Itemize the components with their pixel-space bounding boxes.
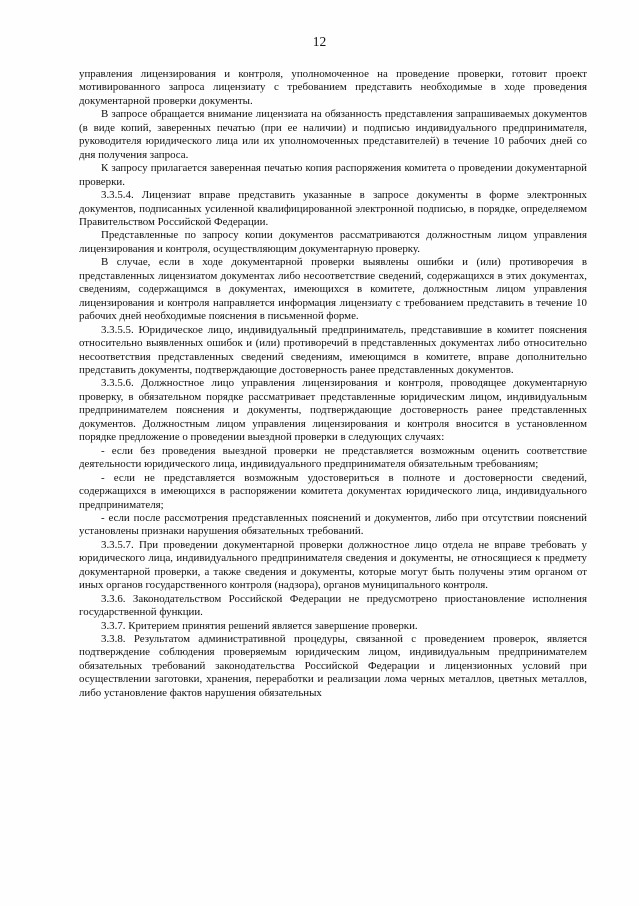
paragraph-3-3-8: 3.3.8. Результатом административной процедуры, связанной с проведением проверок, является подтверждение соблюдения проверяемым юридическим лицом, индивидуальным предпринимателем обязательных требований законодательства Российской Федерации и лицензионных условий при осуществлении заготовки, хранения, переработки и реализации лома черных металлов, цветных металлов, либо установление фактов нарушения обязательных bbox=[79, 633, 587, 699]
paragraph-request-attention: В запросе обращается внимание лицензиата на обязанность представления запрашиваемых документов (в виде копий, заверенных печатью (при ее наличии) и подписью индивидуального предпринимателя, руководителя юридического лица или их уполномоченных представителей) в течение 10 рабочих дней со дня получения запроса. bbox=[79, 108, 587, 161]
paragraph-3-3-6: 3.3.6. Законодательством Российской Федерации не предусмотрено приостановление исполнения государственной функции. bbox=[79, 592, 587, 619]
paragraph-request-attachment: К запросу прилагается заверенная печатью копия распоряжения комитета о проведении документарной проверки. bbox=[79, 162, 587, 188]
list-item-case-3: - если после рассмотрения представленных пояснений и документов, либо при отсутствии пояснений установлены признаки нарушения обязательных требований. bbox=[79, 511, 587, 538]
paragraph-copies-review: Представленные по запросу копии документов рассматриваются должностным лицом управления лицензирования и контроля, осуществляющим документарную проверку. bbox=[79, 229, 587, 255]
document-body bbox=[79, 68, 587, 700]
paragraph-continuation: управления лицензирования и контроля, уполномоченное на проведение проверки, готовит проект мотивированного запроса лицензиату с требованием представить необходимые в ходе проведения документарной проверки документы. bbox=[79, 68, 587, 107]
paragraph-3-3-5-5: 3.3.5.5. Юридическое лицо, индивидуальный предприниматель, представившие в комитет пояснения относительно выявленных ошибок и (или) противоречий в представленных документах либо относительно несоответствия представленных сведений сведениям, имеющимся в комитете, вправе дополнительно представить документы, подтверждающие достоверность ранее представленных документов. bbox=[79, 323, 587, 376]
list-item-case-2: - если не представляется возможным удостовериться в полноте и достоверности сведений, содержащихся в имеющихся в распоряжении комитета документах юридического лица, индивидуального предпринимателя; bbox=[79, 471, 587, 511]
paragraph-3-3-5-6: 3.3.5.6. Должностное лицо управления лицензирования и контроля, проводящее документарную проверку, в обязательном порядке рассматривает представленные юридическим лицом, индивидуальным предпринимателем пояснения и документы, подтверждающие достоверность ранее представленных документов. Должностным лицом управления лицензирования и контроля вносится в установленном порядке предложение о проведении выездной проверки в следующих случаях: bbox=[79, 377, 587, 444]
list-item-case-1: - если без проведения выездной проверки не представляется возможным оценить соответствие деятельности юридического лица, индивидуального предпринимателя обязательным требованиям; bbox=[79, 444, 587, 471]
paragraph-3-3-5-4: 3.3.5.4. Лицензиат вправе представить указанные в запросе документы в форме электронных документов, подписанных усиленной квалифицированной электронной подписью, в порядке, определяемом Правительством Российской Федерации. bbox=[79, 189, 587, 228]
paragraph-3-3-7: 3.3.7. Критерием принятия решений является завершение проверки. bbox=[101, 619, 418, 632]
page-number: 12 bbox=[312, 34, 327, 49]
paragraph-errors-found: В случае, если в ходе документарной проверки выявлены ошибки и (или) противоречия в представленных лицензиатом документах либо несоответствие сведений, содержащихся в этих документах, сведениям, содержащимся в документах, имеющихся в комитете, должностным лицом управления лицензирования и контроля направляется информация лицензиату с требованием представить в течение 10 рабочих дней необходимые пояснения в письменной форме. bbox=[79, 256, 587, 323]
paragraph-3-3-5-7: 3.3.5.7. При проведении документарной проверки должностное лицо отдела не вправе требовать у юридического лица, индивидуального предпринимателя сведения и документы, не относящиеся к предмету документарной проверки, а также сведения и документы, которые могут быть получены этим органом от иных органов государственного контроля (надзора), органов муниципального контроля. bbox=[79, 538, 587, 592]
